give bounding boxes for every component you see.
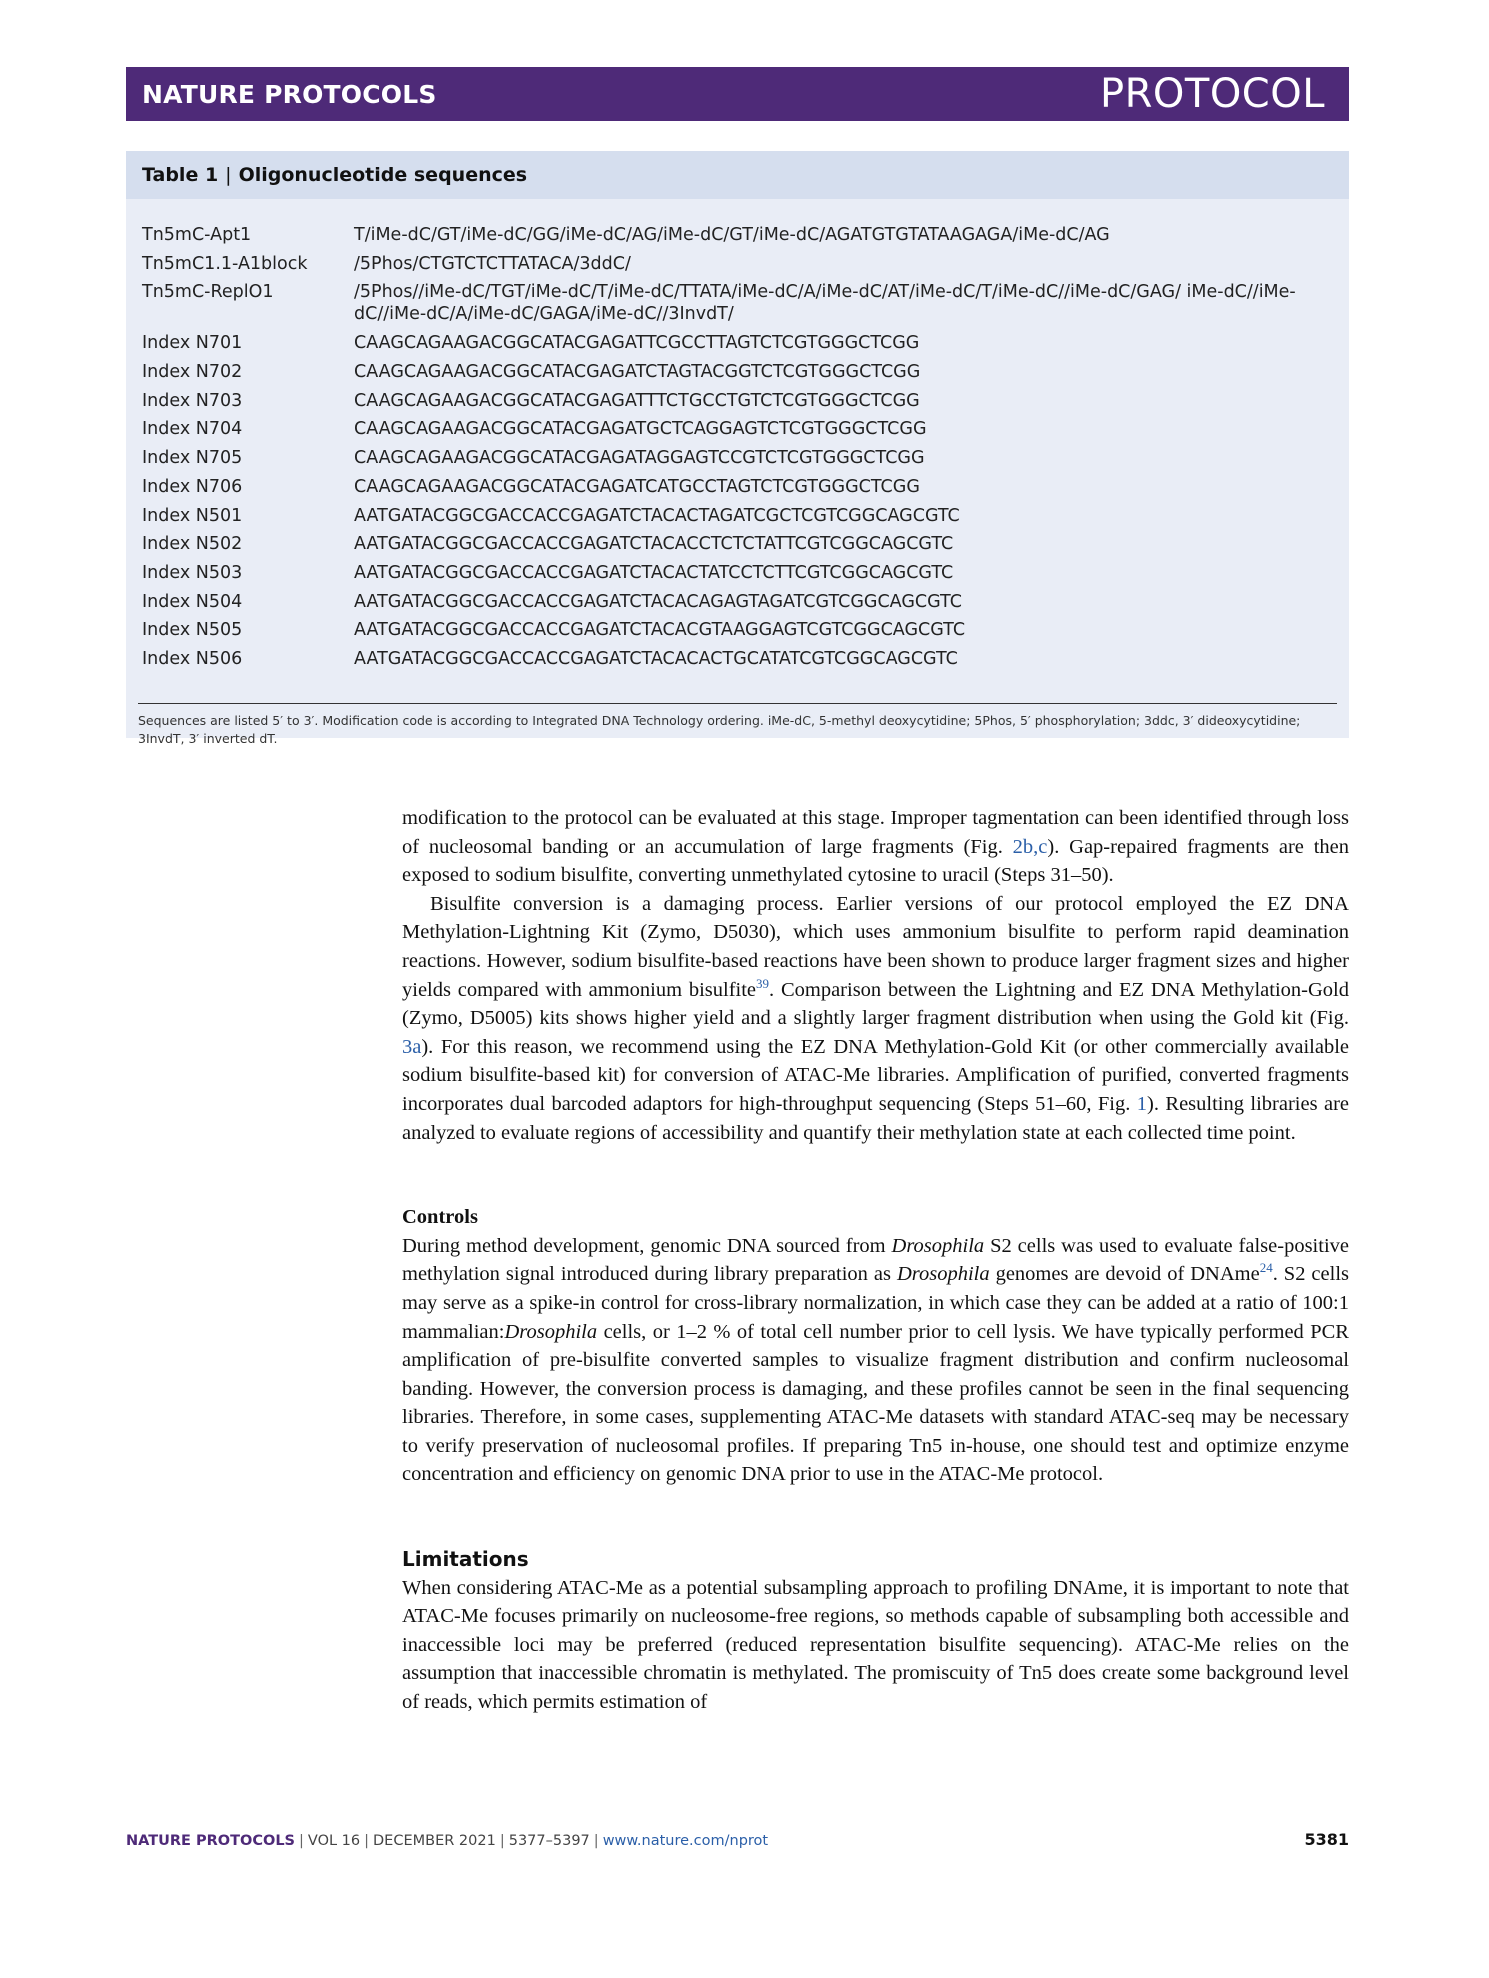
oligo-sequence: CAAGCAGAAGACGGCATACGAGATTTCTGCCTGTCTCGTGGGCTCGG — [354, 390, 920, 411]
oligo-name: Index N505 — [142, 620, 243, 641]
table-row — [142, 562, 1334, 591]
page-footer — [126, 1830, 1349, 1849]
oligo-name: Tn5mC-ReplO1 — [142, 282, 274, 303]
section-spacer — [402, 1147, 1349, 1203]
article-type: PROTOCOL — [1099, 71, 1325, 117]
oligo-sequence: AATGATACGGCGACCACCGAGATCTACACAGAGTAGATCGTCGGCAGCGTC — [354, 591, 962, 612]
footer-citation — [126, 1833, 768, 1849]
paragraph-tagmentation — [402, 804, 1349, 890]
oligo-sequence: AATGATACGGCGACCACCGAGATCTACACACTGCATATCGTCGGCAGCGTC — [354, 648, 958, 669]
text-run: ). Gap-repaired fragments are then exposed to sodium bisulfite, converting unmethylated cytosine to uracil (Steps 31–50). — [402, 835, 1350, 887]
table-row — [142, 447, 1334, 476]
citation-link[interactable]: 39 — [756, 975, 770, 991]
page-number: 5381 — [1304, 1830, 1349, 1849]
footer-separator: | — [364, 1833, 370, 1849]
oligo-sequence: AATGATACGGCGACCACCGAGATCTACACTAGATCGCTCGTCGGCAGCGTC — [354, 505, 960, 526]
text-run: . S2 cells may serve as a spike-in control for cross-library normalization, in which case they can be added at a ratio of 100:1 mammalian: — [402, 1263, 1349, 1343]
text-run: genomes are devoid of DNAme — [989, 1263, 1260, 1286]
table-row — [142, 533, 1334, 562]
text-run: S2 cells was used to evaluate false-positive methylation signal introduced during library preparation as — [402, 1234, 1349, 1286]
table-row — [142, 591, 1334, 620]
oligo-name: Index N506 — [142, 648, 243, 669]
paragraph-controls — [402, 1232, 1349, 1489]
oligo-sequence: AATGATACGGCGACCACCGAGATCTACACCTCTCTATTCGTCGGCAGCGTC — [354, 534, 954, 555]
figure-link[interactable]: 3a — [402, 1035, 422, 1058]
table-row — [142, 224, 1334, 253]
oligo-sequence: AATGATACGGCGACCACCGAGATCTACACGTAAGGAGTCGTCGGCAGCGTC — [354, 620, 966, 641]
oligo-name: Tn5mC1.1-A1block — [142, 253, 308, 274]
text-run: cells, or 1–2 % of total cell number prior to cell lysis. We have typically performed PCR amplification of pre-bisulfite converted samples to visualize fragment distribution and confirm nucleosomal banding. However, the conversion process is damaging, and these profiles cannot be seen in the final sequencing libraries. Therefore, in some cases, supplementing ATAC-Me datasets with standard ATAC-seq may be necessary to verify preservation of nucleosomal profiles. If preparing Tn5 in-house, one should test and optimize enzyme concentration and efficiency on genomic DNA prior to use in the ATAC-Me protocol. — [402, 1320, 1349, 1486]
oligo-name: Index N705 — [142, 448, 243, 469]
table-row — [142, 505, 1334, 534]
table-row — [142, 619, 1334, 648]
oligo-name: Index N504 — [142, 591, 243, 612]
footer-journal: NATURE PROTOCOLS — [126, 1833, 296, 1849]
table-label: Table 1 — [142, 164, 219, 186]
header-bar — [126, 67, 1349, 121]
table-row — [142, 332, 1334, 361]
citation-link[interactable]: 24 — [1259, 1260, 1273, 1276]
text-run: . Comparison between the Lightning and EZ DNA Methylation-Gold (Zymo, D5005) kits shows higher yield and a slightly larger fragment distribution when using the Gold kit (Fig. — [402, 978, 1349, 1030]
table-row — [142, 476, 1334, 505]
oligo-sequence: T/iMe-dC/GT/iMe-dC/GG/iMe-dC/AG/iMe-dC/GT/iMe-dC/AGATGTGTATAAGAGA/iMe-dC/AG — [354, 225, 1110, 245]
table-title-band — [126, 151, 1349, 199]
footer-volume: VOL 16 — [307, 1833, 361, 1849]
table-row — [142, 648, 1334, 677]
table-row — [142, 390, 1334, 419]
footer-separator: | — [299, 1833, 304, 1849]
text-run: Bisulfite conversion is a damaging process. Earlier versions of our protocol employed the EZ DNA Methylation-Lightning Kit (Zymo, D5030), which uses ammonium bisulfite to perform rapid deamination reactions. However, sodium bisulfite-based reactions have been shown to produce larger fragment sizes and higher yields compared with ammonium bisulfite — [402, 892, 1349, 1001]
footer-date: DECEMBER 2021 — [373, 1833, 496, 1849]
oligo-sequence: AATGATACGGCGACCACCGAGATCTACACTATCCTCTTCGTCGGCAGCGTC — [354, 562, 954, 583]
oligo-sequence: CAAGCAGAAGACGGCATACGAGATCATGCCTAGTCTCGTGGGCTCGG — [354, 476, 920, 497]
oligo-table — [142, 224, 1334, 677]
oligo-sequence: CAAGCAGAAGACGGCATACGAGATAGGAGTCCGTCTCGTGGGCTCGG — [354, 448, 925, 469]
footer-separator: | — [499, 1833, 505, 1849]
oligo-name: Index N503 — [142, 562, 243, 583]
text-run: During method development, genomic DNA sourced from — [402, 1234, 892, 1257]
oligo-name: Tn5mC-Apt1 — [142, 225, 252, 245]
table-row — [142, 281, 1334, 332]
oligo-name: Index N706 — [142, 476, 243, 497]
table-bottom-rule — [138, 703, 1337, 704]
table-row — [142, 418, 1334, 447]
oligo-sequence: /5Phos/CTGTCTCTTATACA/3ddC/ — [354, 253, 631, 274]
oligo-name: Index N701 — [142, 333, 243, 354]
oligo-name: Index N502 — [142, 534, 243, 555]
oligo-name: Index N703 — [142, 390, 243, 411]
table-row — [142, 253, 1334, 282]
table-footnote: Sequences are listed 5′ to 3′. Modification code is according to Integrated DNA Technology ordering. iMe-dC, 5-methyl deoxycytidine; 5Phos, 5′ phosphorylation; 3ddc, 3′ dideoxycytidine; 3InvdT, 3′ inverted dT. — [138, 713, 1301, 746]
italic-term: Drosophila — [896, 1263, 990, 1286]
oligo-sequence: CAAGCAGAAGACGGCATACGAGATTCGCCTTAGTCTCGTGGGCTCGG — [354, 333, 920, 354]
paragraph-bisulfite — [402, 890, 1349, 1147]
journal-name: NATURE PROTOCOLS — [142, 79, 437, 109]
italic-term: Drosophila — [891, 1234, 985, 1257]
paragraph-limitations: When considering ATAC-Me as a potential subsampling approach to profiling DNAme, it is important to note that ATAC-Me focuses primarily on nucleosome-free regions, so methods capable of subsampling both accessible and inaccessible loci may be preferred (reduced representation bisulfite sequencing). ATAC-Me relies on the assumption that inaccessible chromatin is methylated. The promiscuity of Tn5 does create some background level of reads, which permits estimation of — [402, 1576, 1349, 1714]
oligo-sequence: CAAGCAGAAGACGGCATACGAGATGCTCAGGAGTCTCGTGGGCTCGG — [354, 419, 927, 440]
oligo-name: Index N501 — [142, 505, 243, 526]
oligo-sequence: /5Phos//iMe-dC/TGT/iMe-dC/T/iMe-dC/TTATA/iMe-dC/A/iMe-dC/AT/iMe-dC/T/iMe-dC//iMe-dC/GAG/ iMe-dC//iMe-dC//iMe-dC/A/iMe-dC/GAGA/iMe-dC//3InvdT/ — [354, 282, 1296, 325]
italic-term: Drosophila — [504, 1320, 598, 1343]
oligo-sequence: CAAGCAGAAGACGGCATACGAGATCTAGTACGGTCTCGTGGGCTCGG — [354, 362, 921, 383]
text-run: modification to the protocol can be evaluated at this stage. Improper tagmentation can been identified through loss of nucleosomal banding or an accumulation of large fragments (Fig. — [402, 807, 1349, 858]
table-row — [142, 361, 1334, 390]
table-title: Oligonucleotide sequences — [238, 164, 528, 186]
section-spacer — [402, 1489, 1349, 1545]
section-heading-controls: Controls — [402, 1206, 478, 1229]
text-run: ). For this reason, we recommend using the EZ DNA Methylation-Gold Kit (or other commercially available sodium bisulfite-based kit) for conversion of ATAC-Me libraries. Amplification of purified, converted fragments incorporates dual barcoded adaptors for high-throughput sequencing (Steps 51–60, Fig. — [402, 1035, 1349, 1115]
figure-link[interactable]: 2b,c — [1012, 835, 1048, 858]
oligo-name: Index N704 — [142, 419, 243, 440]
oligo-name: Index N702 — [142, 362, 243, 383]
table-1 — [126, 151, 1349, 746]
figure-link[interactable]: 1 — [1136, 1092, 1148, 1115]
table-title-separator: | — [225, 164, 232, 186]
text-run: ). Resulting libraries are analyzed to evaluate regions of accessibility and quantify their methylation state at each collected time point. — [402, 1092, 1349, 1144]
section-heading-limitations: Limitations — [402, 1547, 529, 1572]
body-text-column — [402, 804, 1349, 1717]
footer-pages: 5377–5397 — [508, 1833, 590, 1849]
footer-separator: | — [593, 1833, 599, 1849]
footer-url[interactable]: www.nature.com/nprot — [602, 1833, 769, 1849]
